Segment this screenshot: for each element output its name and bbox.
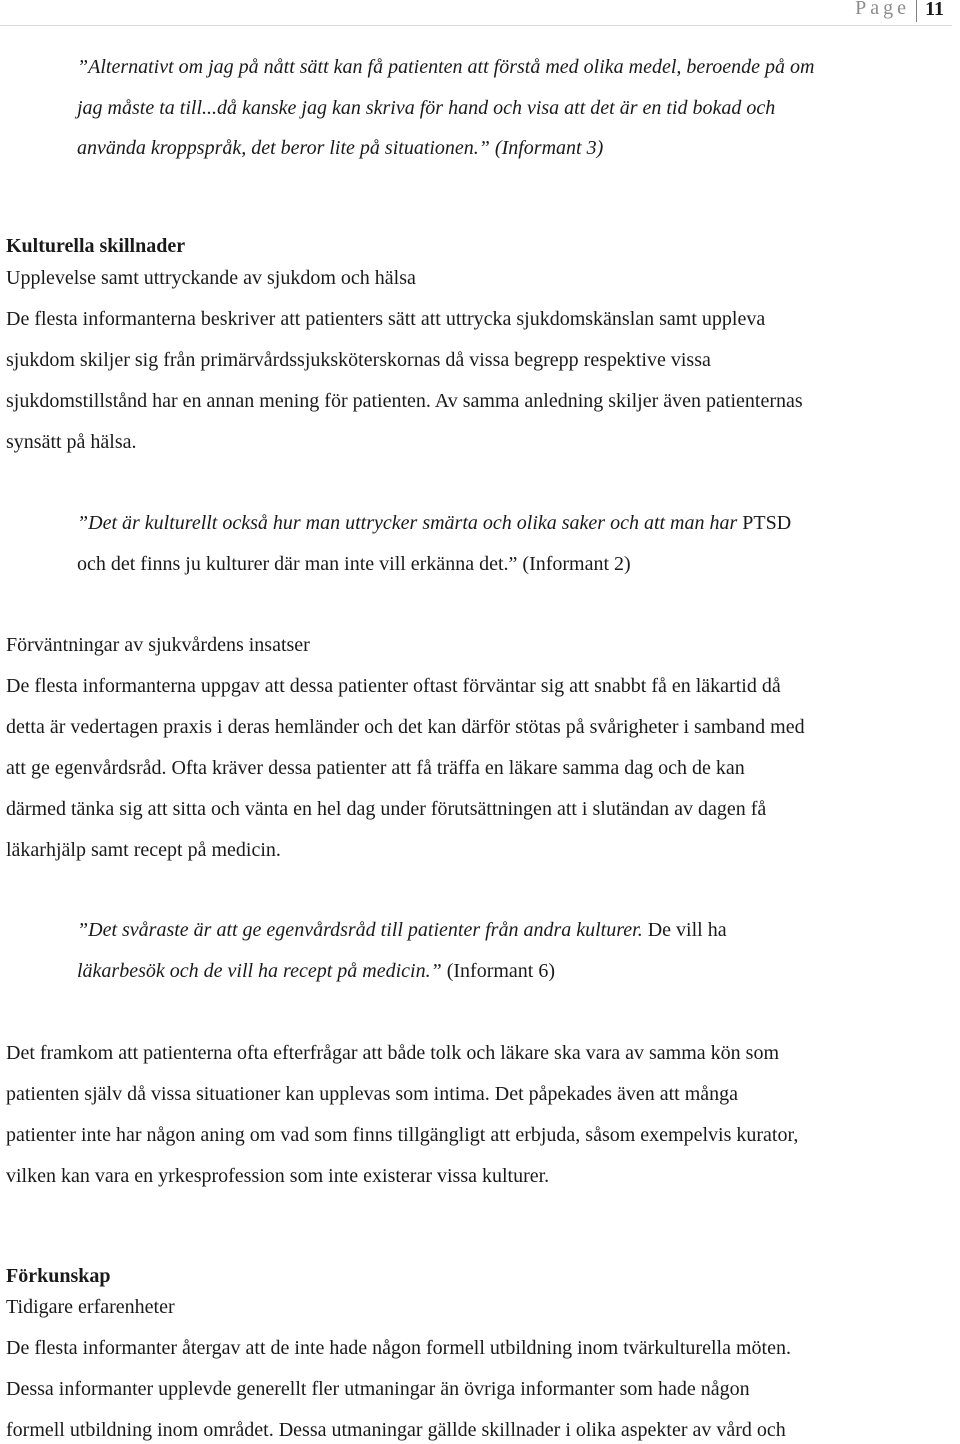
body-line: sjukdomstillstånd har en annan mening för patienten. Av samma anledning skiljer även patienternas [6, 390, 803, 412]
body-line: patienten själv då vissa situationer kan upplevas som intima. Det påpekades även att många [6, 1083, 739, 1105]
page-label: Page [855, 0, 910, 19]
body-line: därmed tänka sig att sitta och vänta en hel dag under förutsättningen att i slutändan av dagen få [6, 798, 767, 820]
body-line: sjukdom skiljer sig från primärvårdssjuksköterskornas då vissa begrepp respektive vissa [6, 349, 711, 371]
quote-line [77, 918, 727, 942]
quote-text: ”Det svåraste är att ge egenvårdsråd till patienter från andra kulturer. [77, 919, 643, 941]
quote-line: jag måste ta till...då kanske jag kan skriva för hand och visa att det är en tid bokad och [77, 97, 776, 119]
body-line: Dessa informanter upplevde generellt fler utmaningar än övriga informanter som hade någon [6, 1378, 750, 1400]
section-heading: Förkunskap [6, 1265, 111, 1287]
body-line: synsätt på hälsa. [6, 431, 137, 453]
body-line: detta är vedertagen praxis i deras hemländer och det kan därför stötas på svårigheter i samband med [6, 716, 805, 738]
quote-text-upright: De vill ha [642, 919, 727, 941]
subsection-heading: Tidigare erfarenheter [6, 1296, 175, 1318]
quote-line: och det finns ju kulturer där man inte vill erkänna det.” (Informant 2) [77, 553, 631, 575]
page-number-divider [916, 0, 917, 22]
quote-text: läkarbesök och de vill ha recept på medicin.” [77, 960, 442, 982]
page-header [0, 0, 952, 26]
subsection-heading: Förväntningar av sjukvårdens insatser [6, 634, 310, 656]
quote-attribution: (Informant 6) [441, 960, 556, 982]
quote-line: ”Alternativt om jag på nått sätt kan få patienten att förstå med olika medel, beroende på om [77, 56, 815, 78]
body-line: vilken kan vara en yrkesprofession som inte existerar vissa kulturer. [6, 1165, 550, 1187]
body-line: Det framkom att patienterna ofta efterfrågar att både tolk och läkare ska vara av samma kön som [6, 1042, 779, 1064]
quote-line [77, 511, 791, 535]
body-line: De flesta informanterna uppgav att dessa patienter oftast förväntar sig att snabbt få en läkartid då [6, 675, 781, 697]
section-heading: Kulturella skillnader [6, 235, 186, 257]
quote-text-upright: PTSD [737, 512, 792, 534]
body-line: De flesta informanterna beskriver att patienters sätt att uttrycka sjukdomskänslan samt uppleva [6, 308, 766, 330]
subsection-heading: Upplevelse samt uttryckande av sjukdom och hälsa [6, 267, 416, 289]
quote-line [77, 959, 555, 983]
body-line: De flesta informanter återgav att de inte hade någon formell utbildning inom tvärkulturella möten. [6, 1337, 791, 1359]
body-line: läkarhjälp samt recept på medicin. [6, 839, 281, 861]
page-number: 11 [925, 0, 944, 20]
body-line: patienter inte har någon aning om vad som finns tillgängligt att erbjuda, såsom exempelvis kurator, [6, 1124, 799, 1146]
quote-text: ”Det är kulturellt också hur man uttrycker smärta och olika saker och att man har [77, 512, 738, 534]
quote-line: använda kroppspråk, det beror lite på situationen.” (Informant 3) [77, 137, 604, 159]
body-line: formell utbildning inom området. Dessa utmaningar gällde skillnader i olika aspekter av vård och [6, 1419, 786, 1441]
body-line: att ge egenvårdsråd. Ofta kräver dessa patienter att få träffa en läkare samma dag och de kan [6, 757, 745, 779]
